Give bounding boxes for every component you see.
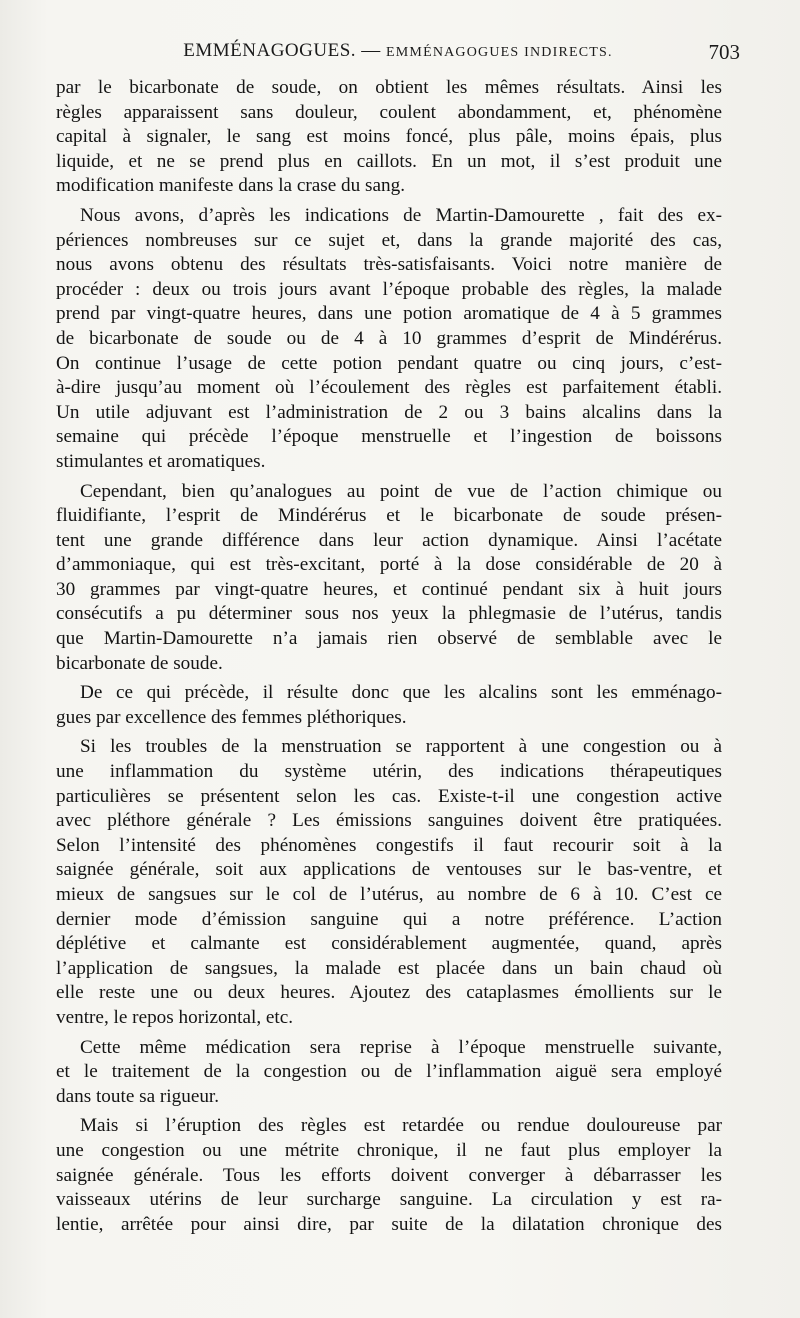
text-line: Nous avons, d’après les indications de Martin-Damourette , fait des ex- <box>80 204 722 226</box>
text-line: dans toute sa rigueur. <box>56 1085 220 1107</box>
text-line: l’application de sangsues, la malade est placée dans un bain chaud où <box>56 957 722 979</box>
text-line: périences nombreuses sur ce sujet et, dans la grande majorité des cas, <box>56 229 722 251</box>
text-line: Selon l’intensité des phénomènes congestifs il faut recourir soit à la <box>56 834 722 856</box>
text-line: que Martin-Damourette n’a jamais rien observé de semblable avec le <box>56 628 722 650</box>
text-line: bicarbonate de soude. <box>56 652 223 674</box>
text-line: elle reste une ou deux heures. Ajoutez des cataplasmes émollients sur le <box>56 982 722 1004</box>
text-line: semaine qui précède l’époque menstruelle et l’ingestion de boissons <box>56 426 722 448</box>
text-line: modification manifeste dans la crase du sang. <box>56 175 405 197</box>
paragraph <box>56 1036 722 1110</box>
paragraph <box>56 76 722 199</box>
text-line: procéder : deux ou trois jours avant l’époque probable des règles, la malade <box>56 278 722 300</box>
text-line: consécutifs a pu déterminer sous nos yeux la phlegmasie de l’utérus, tandis <box>56 603 722 625</box>
text-line: On continue l’usage de cette potion pendant quatre ou cinq jours, c’est- <box>56 352 722 374</box>
text-line: liquide, et ne se prend plus en caillots. En un mot, il s’est produit une <box>56 150 722 172</box>
text-line: Cette même médication sera reprise à l’époque menstruelle suivante, <box>80 1036 722 1058</box>
text-line: Cependant, bien qu’analogues au point de vue de l’action chimique ou <box>80 480 722 502</box>
text-line: lentie, arrêtée pour ainsi dire, par suite de la dilatation chronique des <box>56 1213 722 1235</box>
text-line: particulières se présentent selon les cas. Existe-t-il une congestion active <box>56 785 722 807</box>
text-line: capital à signaler, le sang est moins foncé, plus pâle, moins épais, plus <box>56 126 722 148</box>
running-header <box>56 40 740 70</box>
text-line: et le traitement de la congestion ou de l’inflammation aiguë sera employé <box>56 1061 722 1083</box>
text-line: fluidifiante, l’esprit de Mindérérus et le bicarbonate de soude présen- <box>56 505 722 527</box>
text-line: d’ammoniaque, qui est très-excitant, porté à la dose considérable de 20 à <box>56 554 722 576</box>
text-line: ventre, le repos horizontal, etc. <box>56 1006 294 1028</box>
text-line: dernier mode d’émission sanguine qui a notre préférence. L’action <box>56 908 722 930</box>
text-line: Si les troubles de la menstruation se rapportent à une congestion ou à <box>80 736 722 758</box>
running-title-main: EMMÉNAGOGUES. <box>183 40 357 61</box>
text-line: gues par excellence des femmes pléthoriques. <box>56 706 407 728</box>
running-title-dash: — <box>361 40 381 61</box>
running-title-sub: EMMÉNAGOGUES INDIRECTS. <box>386 45 613 60</box>
paragraph <box>56 204 722 475</box>
text-line: une congestion ou une métrite chronique, il ne faut plus employer la <box>56 1139 722 1161</box>
text-line: une inflammation du système utérin, des indications thérapeutiques <box>56 761 722 783</box>
text-line: mieux de sangsues sur le col de l’utérus, au nombre de 6 à 10. C’est ce <box>56 884 722 905</box>
paragraph <box>56 480 722 677</box>
body-text <box>56 76 722 1237</box>
page-number: 703 <box>708 40 740 64</box>
paragraph <box>56 1114 722 1237</box>
text-line: déplétive et calmante est considérablement augmentée, quand, après <box>56 933 722 955</box>
text-line: saignée générale, soit aux applications de ventouses sur le bas-ventre, et <box>56 859 722 881</box>
text-line: nous avons obtenu des résultats très-satisfaisants. Voici notre manière de <box>56 254 722 276</box>
text-line: Mais si l’éruption des règles est retardée ou rendue douloureuse par <box>80 1115 722 1137</box>
text-line: Un utile adjuvant est l’administration de 2 ou 3 bains alcalins dans la <box>56 401 722 423</box>
text-line: stimulantes et aromatiques. <box>56 450 266 472</box>
text-line: 30 grammes par vingt-quatre heures, et continué pendant six à huit jours <box>56 578 722 600</box>
text-line: avec pléthore générale ? Les émissions sanguines doivent être pratiquées. <box>56 810 722 832</box>
text-line: règles apparaissent sans douleur, coulent abondamment, et, phénomène <box>56 101 722 123</box>
text-line: saignée générale. Tous les efforts doivent converger à débarrasser les <box>56 1164 722 1186</box>
text-line: tent une grande différence dans leur action dynamique. Ainsi l’acétate <box>56 529 722 551</box>
paragraph <box>56 735 722 1030</box>
text-line: de bicarbonate de soude ou de 4 à 10 grammes d’esprit de Mindérérus. <box>56 327 722 349</box>
running-title <box>56 40 740 62</box>
text-line: par le bicarbonate de soude, on obtient les mêmes résultats. Ainsi les <box>56 77 722 98</box>
text-line: vaisseaux utérins de leur surcharge sanguine. La circulation y est ra- <box>56 1189 722 1211</box>
text-line: prend par vingt-quatre heures, dans une potion aromatique de 4 à 5 grammes <box>56 303 722 325</box>
paragraph <box>56 681 722 730</box>
text-line: De ce qui précède, il résulte donc que les alcalins sont les emménago- <box>80 682 722 704</box>
text-line: à-dire jusqu’au moment où l’écoulement des règles est parfaitement établi. <box>56 377 722 399</box>
